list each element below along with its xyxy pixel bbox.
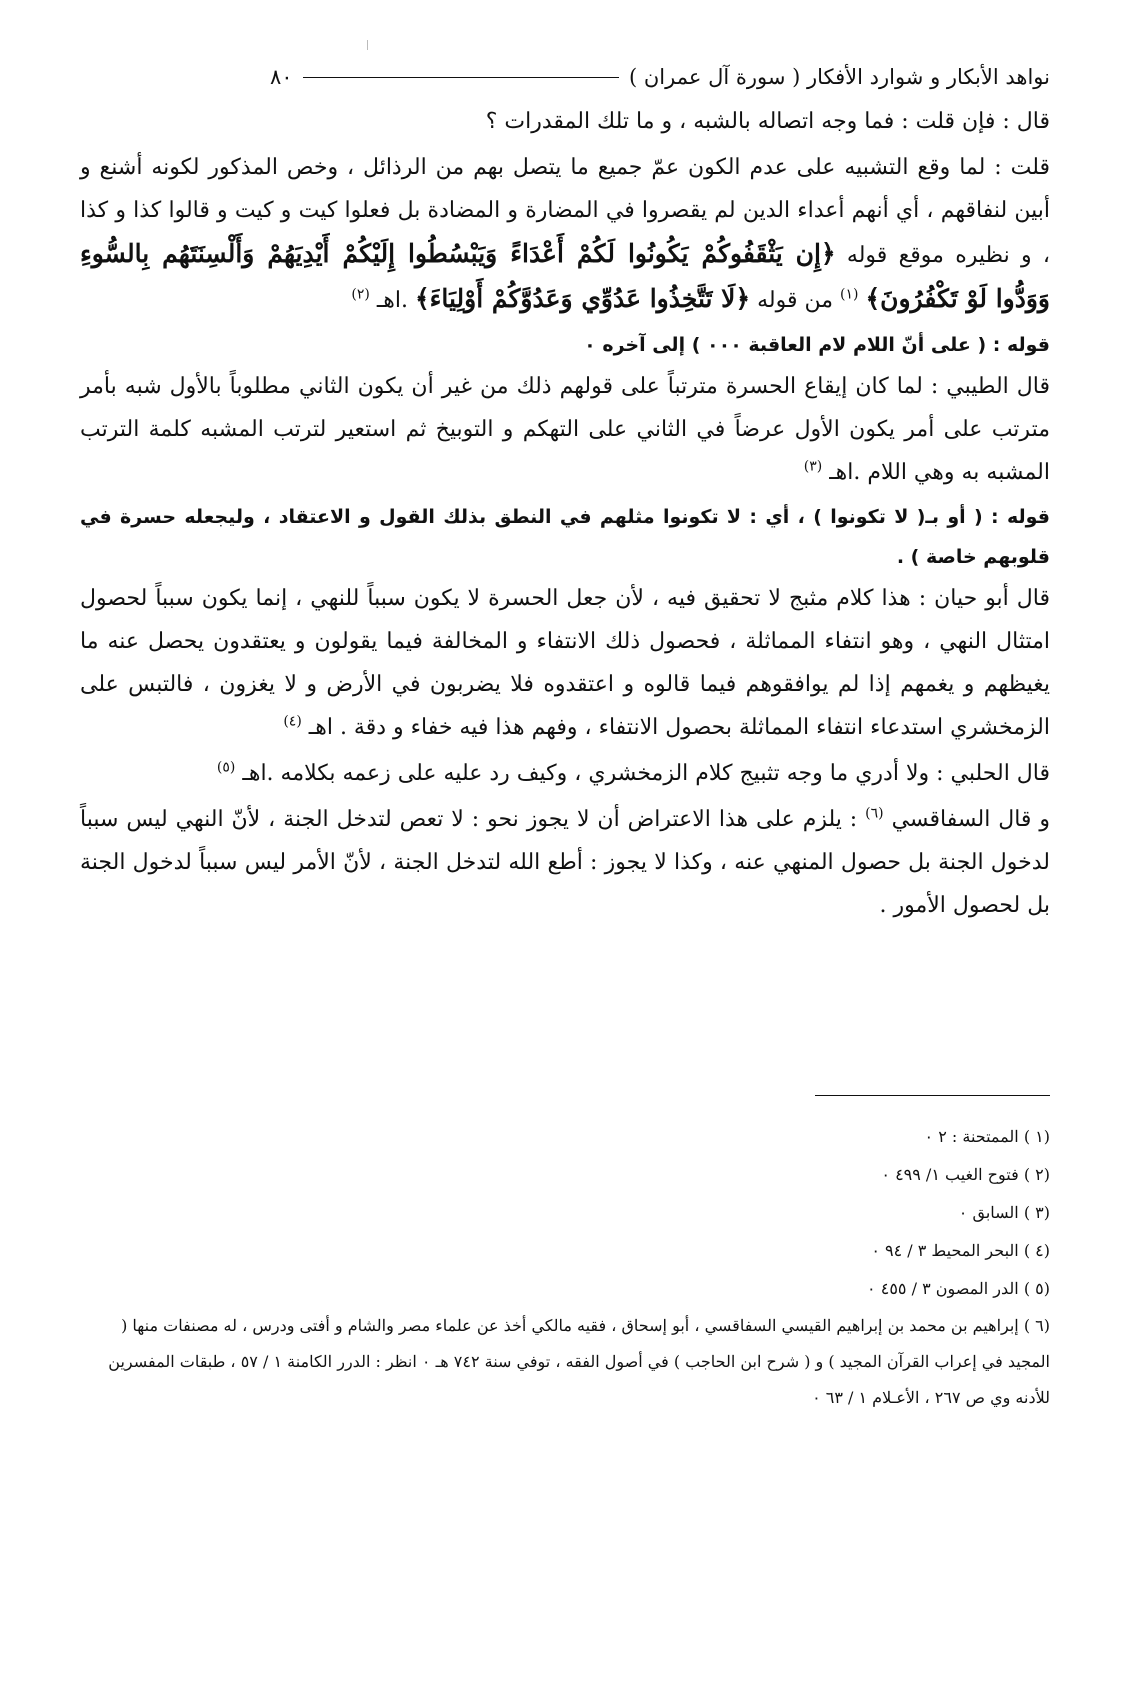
paragraph-answer: [80, 146, 1050, 322]
halabi-text: قال الحلبي : ولا أدري ما وجه تثبيج كلام الزمخشري ، وكيف رد عليه على زعمه بكلامه .اهـ: [242, 761, 1050, 786]
header-rule: [303, 77, 619, 78]
footnote-ref-2[interactable]: (٢): [351, 286, 370, 303]
footnote-ref-1[interactable]: (١): [840, 286, 859, 303]
paragraph-tibi: [80, 365, 1050, 494]
answer-end: .اهـ: [376, 288, 408, 313]
quote-heading-2: قوله : ( أو بـ( لا تكونوا ) ، أي : لا تكونوا مثلهم في النطق بذلك القول و الاعتقاد ، وليجعله حسرة في قلوبهم خاصة ) .: [80, 506, 1050, 568]
footnote-4: (٤ ) البحر المحيط ٣ / ٩٤ ٠: [871, 1241, 1050, 1260]
header-title: نواهد الأبكار و شوارد الأفكار ( سورة آل عمران ): [629, 65, 1050, 89]
paragraph-question: قال : فإن قلت : فما وجه اتصاله بالشبه ، و ما تلك المقدرات ؟: [485, 109, 1050, 134]
quran-verse-2: ﴿لَا تَتَّخِذُوا عَدُوِّي وَعَدُوَّكُمْ أَوْلِيَاءَ﴾: [414, 284, 751, 313]
quote-heading-1: قوله : ( على أنّ اللام لام العاقبة ٠٠٠ ) إلى آخره ٠: [584, 334, 1050, 356]
footnote-ref-6[interactable]: (٦): [865, 805, 884, 822]
footnote-separator: [815, 1095, 1050, 1096]
paragraph-abu-hayyan: [80, 577, 1050, 749]
tibi-text: قال الطيبي : لما كان إيقاع الحسرة مترتباً على قولهم ذلك من غير أن يكون الثاني مطلوباً بالأول شبه بأمر مترتب على أمر يكون الأول عرضاً في الثاني على التهكم و التوبيخ ثم استعير لترتب المشبه كلمة الترتب المشبه به وهي اللام .اهـ: [80, 374, 1050, 485]
answer-mid: من قوله: [757, 288, 833, 313]
footnote-ref-4[interactable]: (٤): [283, 713, 302, 730]
footnotes: [80, 1118, 1050, 1416]
footnote-3: (٣ ) السابق ٠: [958, 1203, 1050, 1222]
paragraph-halabi: [80, 752, 1050, 795]
scan-mark: [367, 40, 368, 50]
footnote-ref-5[interactable]: (٥): [216, 759, 236, 776]
quran-verse-1: ﴿إِن يَثْقَفُوكُمْ يَكُونُوا لَكُمْ أَعْدَاءً وَيَبْسُطُوا إِلَيْكُمْ أَيْدِيَهُمْ وَأَلْسِنَتَهُم بِالسُّوءِ وَوَدُّوا لَوْ تَكْفُرُونَ﴾: [80, 239, 1050, 313]
running-header: [270, 62, 1050, 92]
main-text: [80, 100, 1050, 930]
footnote-5: (٥ ) الدر المصون ٣ / ٤٥٥ ٠: [867, 1279, 1050, 1298]
footnote-6: (٦ ) إبراهيم بن محمد بن إبراهيم القيسي السفاقسي ، أبو إسحاق ، فقيه مالكي أخذ عن علماء مصر والشام و أفتى ودرس ، له مصنفات منها ( المجيد في إعراب القرآن المجيد ) و ( شرح ابن الحاجب ) في أصول الفقه ، توفي سنة ٧٤٢ هـ ٠ انظر : الدرر الكامنة ١ / ٥٧ ، طبقات المفسرين للأدنه وي ص ٢٦٧ ، الأعـلام ١ / ٦٣ ٠: [108, 1316, 1050, 1407]
page-number: ٨٠: [270, 65, 293, 89]
footnote-2: (٢ ) فتوح الغيب ١/ ٤٩٩ ٠: [881, 1165, 1050, 1184]
answer-text: قلت : لما وقع التشبيه على عدم الكون عمّ جميع ما يتصل بهم من الرذائل ، وخص المذكور لكونه أشنع و أبين لنفاقهم ، أي أنهم أعداء الدين لم يقصروا في المضارة و المضادة بل فعلوا كيت و كيت و قالوا كذا و كذا ، و نظيره موقع قوله: [80, 155, 1050, 268]
footnote-1: (١ ) الممتحنة : ٢ ٠: [924, 1127, 1050, 1146]
footnote-ref-3[interactable]: (٣): [803, 458, 823, 475]
safaqisi-text: : يلزم على هذا الاعتراض أن لا يجوز نحو : لا تعص لتدخل الجنة ، لأنّ النهي ليس سبباً لدخول الجنة بل حصول المنهي عنه ، وكذا لا يجوز : أطع الله لتدخل الجنة ، لأنّ الأمر ليس سبباً لدخول الجنة بل لحصول الأمور .: [80, 807, 1050, 918]
safaqisi-intro: و قال السفاقسي: [891, 807, 1051, 832]
paragraph-safaqisi: [80, 798, 1050, 927]
abu-hayyan-text: قال أبو حيان : هذا كلام مثبج لا تحقيق فيه ، لأن جعل الحسرة لا يكون سبباً للنهي ، إنما يكون سبباً لحصول امتثال النهي ، وهو انتفاء المماثلة ، فحصول ذلك الانتفاء و المخالفة فيما يقولون و يعتقدون يحصل عنه ما يغيظهم و يغمهم إذا لم يوافقوهم فيما قالوه و اعتقدوه فلا يضربون في الأرض و لا يغزون ، فالتبس على الزمخشري استدعاء انتفاء المماثلة بحصول الانتفاء ، وفهم هذا فيه خفاء و دقة . اهـ: [80, 586, 1050, 740]
